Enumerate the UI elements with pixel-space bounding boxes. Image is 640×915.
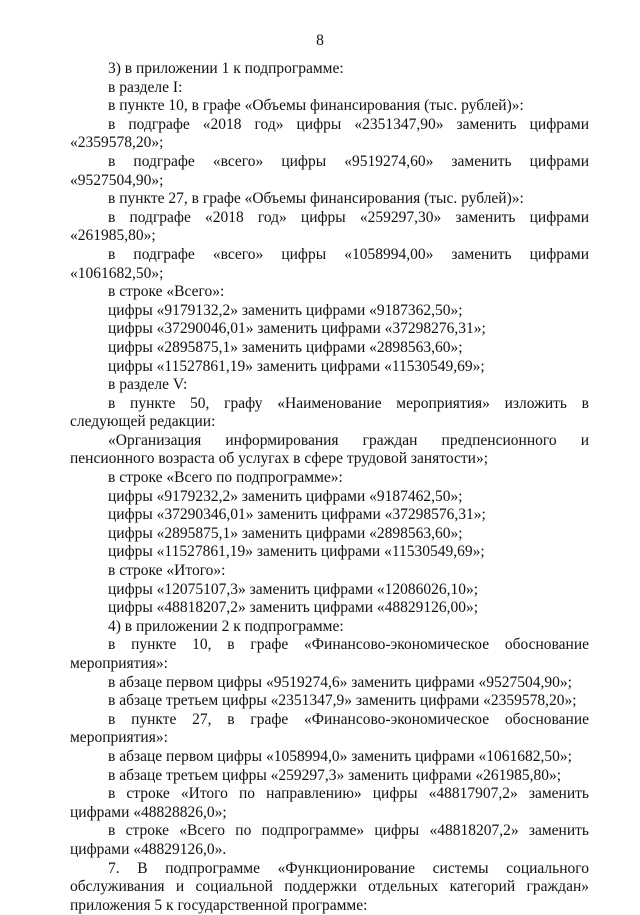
paragraph: в разделе I: bbox=[108, 78, 183, 96]
paragraph: цифры «11527861,19» заменить цифрами «11530549,69»; bbox=[108, 357, 485, 375]
paragraph: цифры «48818207,2» заменить цифрами «48829126,00»; bbox=[108, 599, 479, 617]
paragraph: цифры «37290046,01» заменить цифрами «37298276,31»; bbox=[108, 320, 486, 338]
paragraph: цифры «2895875,1» заменить цифрами «2898563,60»; bbox=[108, 524, 463, 542]
paragraph: «Организация информирования граждан предпенсионного и пенсионного возраста об услугах в сфере трудовой занятости»; bbox=[70, 431, 589, 468]
paragraph: в пункте 10, в графе «Объемы финансирования (тыс. рублей)»: bbox=[108, 97, 524, 115]
paragraph: в абзаце третьем цифры «2351347,9» заменить цифрами «2359578,20»; bbox=[108, 692, 577, 710]
document-body bbox=[70, 60, 589, 915]
paragraph: в строке «Итого по направлению» цифры «48817907,2» заменить цифрами «48828826,0»; bbox=[70, 785, 589, 821]
paragraph: в абзаце первом цифры «1058994,0» заменить цифрами «1061682,50»; bbox=[108, 747, 572, 765]
paragraph: в пункте 10, в графе «Финансово-экономическое обоснование мероприятия»: bbox=[70, 636, 589, 672]
paragraph: 3) в приложении 1 к подпрограмме: bbox=[108, 60, 344, 77]
paragraph: цифры «12075107,3» заменить цифрами «12086026,10»; bbox=[108, 580, 479, 598]
paragraph: в подграфе «2018 год» цифры «2351347,90» заменить цифрами «2359578,20»; bbox=[70, 115, 589, 152]
paragraph: в строке «Всего по подпрограмме» цифры «48818207,2» заменить цифрами «48829126,0». bbox=[70, 822, 589, 858]
paragraph: 7. В подпрограмме «Функционирование системы социального обслуживания и социальной поддержки отдельных категорий граждан» приложения 5 к государственной программе: bbox=[70, 859, 589, 914]
paragraph: 4) в приложении 2 к подпрограмме: bbox=[108, 617, 344, 635]
paragraph: цифры «2895875,1» заменить цифрами «2898563,60»; bbox=[108, 338, 463, 356]
paragraph: цифры «11527861,19» заменить цифрами «11530549,69»; bbox=[108, 543, 485, 561]
paragraph: в строке «Итого»: bbox=[108, 562, 226, 580]
paragraph: цифры «37290346,01» заменить цифрами «37298576,31»; bbox=[108, 506, 486, 524]
paragraph: в пункте 27, в графе «Объемы финансирования (тыс. рублей)»: bbox=[108, 190, 524, 208]
paragraph: в абзаце третьем цифры «259297,3» заменить цифрами «261985,80»; bbox=[108, 766, 562, 784]
paragraph: в разделе V: bbox=[108, 376, 188, 394]
paragraph: в пункте 50, графу «Наименование мероприятия» изложить в следующей редакции: bbox=[70, 394, 589, 431]
paragraph: в пункте 27, в графе «Финансово-экономическое обоснование мероприятия»: bbox=[70, 710, 589, 747]
paragraph: в строке «Всего»: bbox=[108, 283, 225, 301]
paragraph: в подграфе «всего» цифры «9519274,60» заменить цифрами «9527504,90»; bbox=[70, 152, 589, 189]
paragraph: цифры «9179132,2» заменить цифрами «9187362,50»; bbox=[108, 301, 463, 319]
paragraph: в подграфе «всего» цифры «1058994,00» заменить цифрами «1061682,50»; bbox=[70, 245, 589, 282]
paragraph: цифры «9179232,2» заменить цифрами «9187462,50»; bbox=[108, 487, 463, 505]
page-number: 8 bbox=[316, 32, 324, 49]
paragraph: в подграфе «2018 год» цифры «259297,30» заменить цифрами «261985,80»; bbox=[70, 208, 589, 245]
paragraph: в строке «Всего по подпрограмме»: bbox=[108, 469, 343, 487]
paragraph: в абзаце первом цифры «9519274,6» заменить цифрами «9527504,90»; bbox=[108, 673, 572, 691]
